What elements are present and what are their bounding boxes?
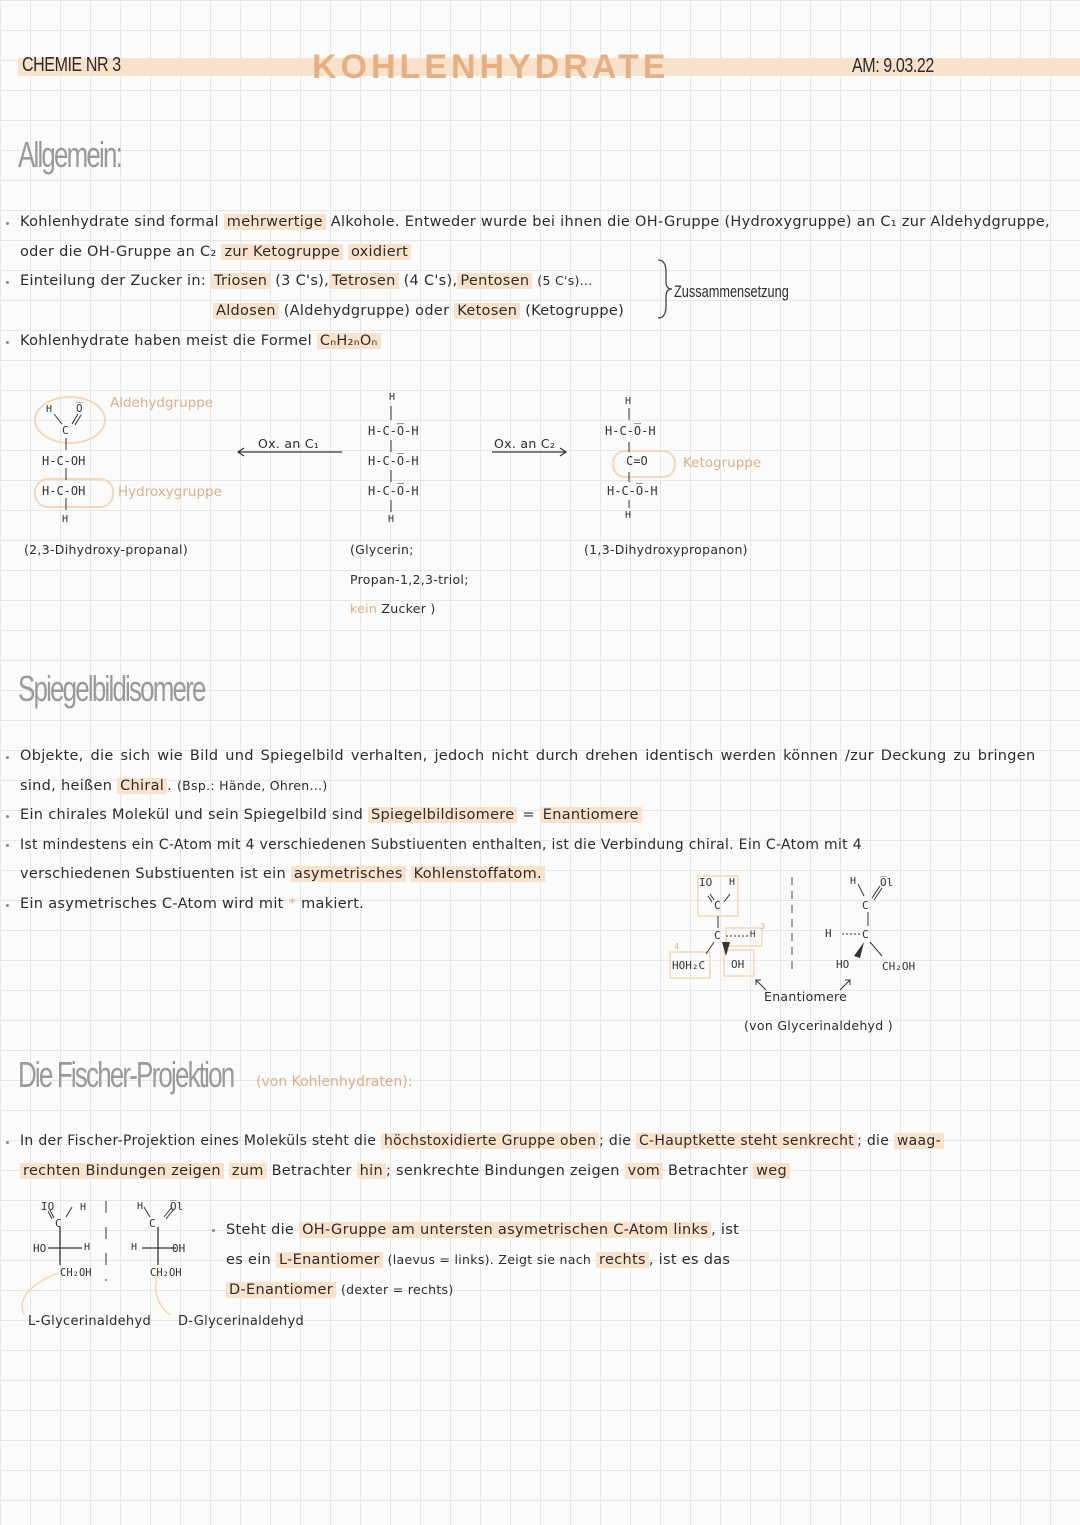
allgemein-line-3: Einteilung der Zucker in: Triosen (3 C's), Tetrosen (4 C's), Pentosen (5 C's)... (20, 273, 593, 289)
bullet (6, 844, 9, 847)
section-heading-spiegelbild: Spiegelbildisomere (18, 668, 205, 709)
arrow-left-label: Ox. an C₁ (258, 436, 320, 451)
highlight: mehrwertige (224, 214, 326, 230)
highlight: zur Ketogruppe (221, 244, 343, 260)
brace-icon (656, 258, 676, 320)
bullet (6, 341, 9, 344)
bullet (6, 222, 9, 225)
bullet (6, 281, 9, 284)
fischer-line-1: In der Fischer-Projektion eines Moleküls steht die höchstoxidierte Gruppe oben ; die C-Hauptkette steht senkrecht ; die waag- (20, 1133, 944, 1149)
allgemein-line-1: Kohlenhydrate sind formal mehrwertige Alkohole. Entweder wurde bei ihnen die OH-Gruppe (Hydroxygruppe) an C₁ zur Aldehydgruppe, (20, 214, 1050, 230)
bullet (212, 1229, 215, 1232)
middle-name-3: kein Zucker ) (350, 601, 436, 616)
right-molecule-name: (1,3-Dihydroxypropanon) (584, 542, 748, 557)
highlight: oxidiert (348, 244, 411, 260)
left-molecule-bonds (40, 400, 100, 520)
label-ketogruppe: Ketogruppe (683, 455, 762, 471)
section-heading-allgemein: Allgemein: (18, 134, 122, 175)
spiegel-line-1: Objekte, die sich wie Bild und Spiegelbild verhalten, jedoch nicht durch drehen identisch werden können /zur Deckung zu bringen (20, 748, 1036, 764)
d-glycerinaldehyd-label: D-Glycerinaldehyd (178, 1314, 305, 1329)
brace-label: Zussammensetzung (674, 282, 789, 301)
fischer-heading-sub: (von Kohlenhydraten): (256, 1074, 413, 1090)
mirror-line (790, 875, 794, 975)
enantiomere-label: Enantiomere (764, 989, 848, 1004)
spiegel-line-6: Ein asymetrisches C-Atom wird mit * makiert. (20, 896, 365, 912)
bullet (6, 815, 9, 818)
fischer-rule-2: es ein L-Enantiomer (laevus = links). Zeigt sie nach rechts , ist es das (226, 1252, 731, 1268)
middle-name-1: (Glycerin; (350, 542, 414, 557)
fischer-bonds (10, 1195, 210, 1330)
enantiomere-sub: (von Glycerinaldehyd ) (744, 1018, 893, 1033)
bullet (6, 904, 9, 907)
label-hydroxygruppe: Hydroxygruppe (118, 484, 222, 500)
spiegel-line-3: Ein chirales Molekül und sein Spiegelbild sind Spiegelbildisomere = Enantiomere (20, 807, 642, 823)
date-label: AM: 9.03.22 (852, 55, 934, 77)
middle-molecule-bonds (385, 404, 395, 514)
arrow-right-label: Ox. an C₂ (494, 436, 556, 451)
spiegel-line-5: verschiedenen Substiuenten ist ein asymetrisches Kohlenstoffatom. (20, 866, 545, 882)
right-molecule-bonds (623, 404, 633, 514)
allgemein-line-5: Kohlenhydrate haben meist die Formel CₙH₂ₙOₙ (20, 333, 381, 349)
fischer-line-2: rechten Bindungen zeigen zum Betrachter hin ; senkrechte Bindungen zeigen vom Betrachter weg (20, 1163, 790, 1179)
spiegel-line-2: sind, heißen Chiral . (Bsp.: Hände, Ohren...) (20, 778, 328, 794)
formula: CₙH₂ₙOₙ (317, 333, 381, 349)
section-heading-fischer: Die Fischer-Projektion (18, 1054, 234, 1095)
allgemein-line-2: oder die OH-Gruppe an C₂ zur Ketogruppe oxidiert (20, 244, 411, 260)
bullet (6, 1141, 9, 1144)
course-label: CHEMIE NR 3 (22, 54, 121, 76)
label-aldehydgruppe: Aldehydgruppe (110, 395, 214, 411)
l-glycerinaldehyd-label: L-Glycerinaldehyd (28, 1314, 152, 1329)
fischer-rule-1: Steht die OH-Gruppe am untersten asymetrischen C-Atom links , ist (226, 1222, 740, 1238)
bullet (6, 756, 9, 759)
allgemein-line-4: Aldosen (Aldehydgruppe) oder Ketosen (Ketogruppe) (213, 303, 624, 319)
middle-name-2: Propan-1,2,3-triol; (350, 572, 469, 587)
left-molecule-name: (2,3-Dihydroxy-propanal) (24, 542, 189, 557)
fischer-rule-3: D-Enantiomer (dexter = rechts) (226, 1282, 454, 1298)
page-title: KOHLENHYDRATE (312, 48, 670, 86)
spiegel-line-4: Ist mindestens ein C-Atom mit 4 verschiedenen Substiuenten enthalten, ist die Verbindung chiral. Ein C-Atom mit 4 (20, 837, 862, 853)
